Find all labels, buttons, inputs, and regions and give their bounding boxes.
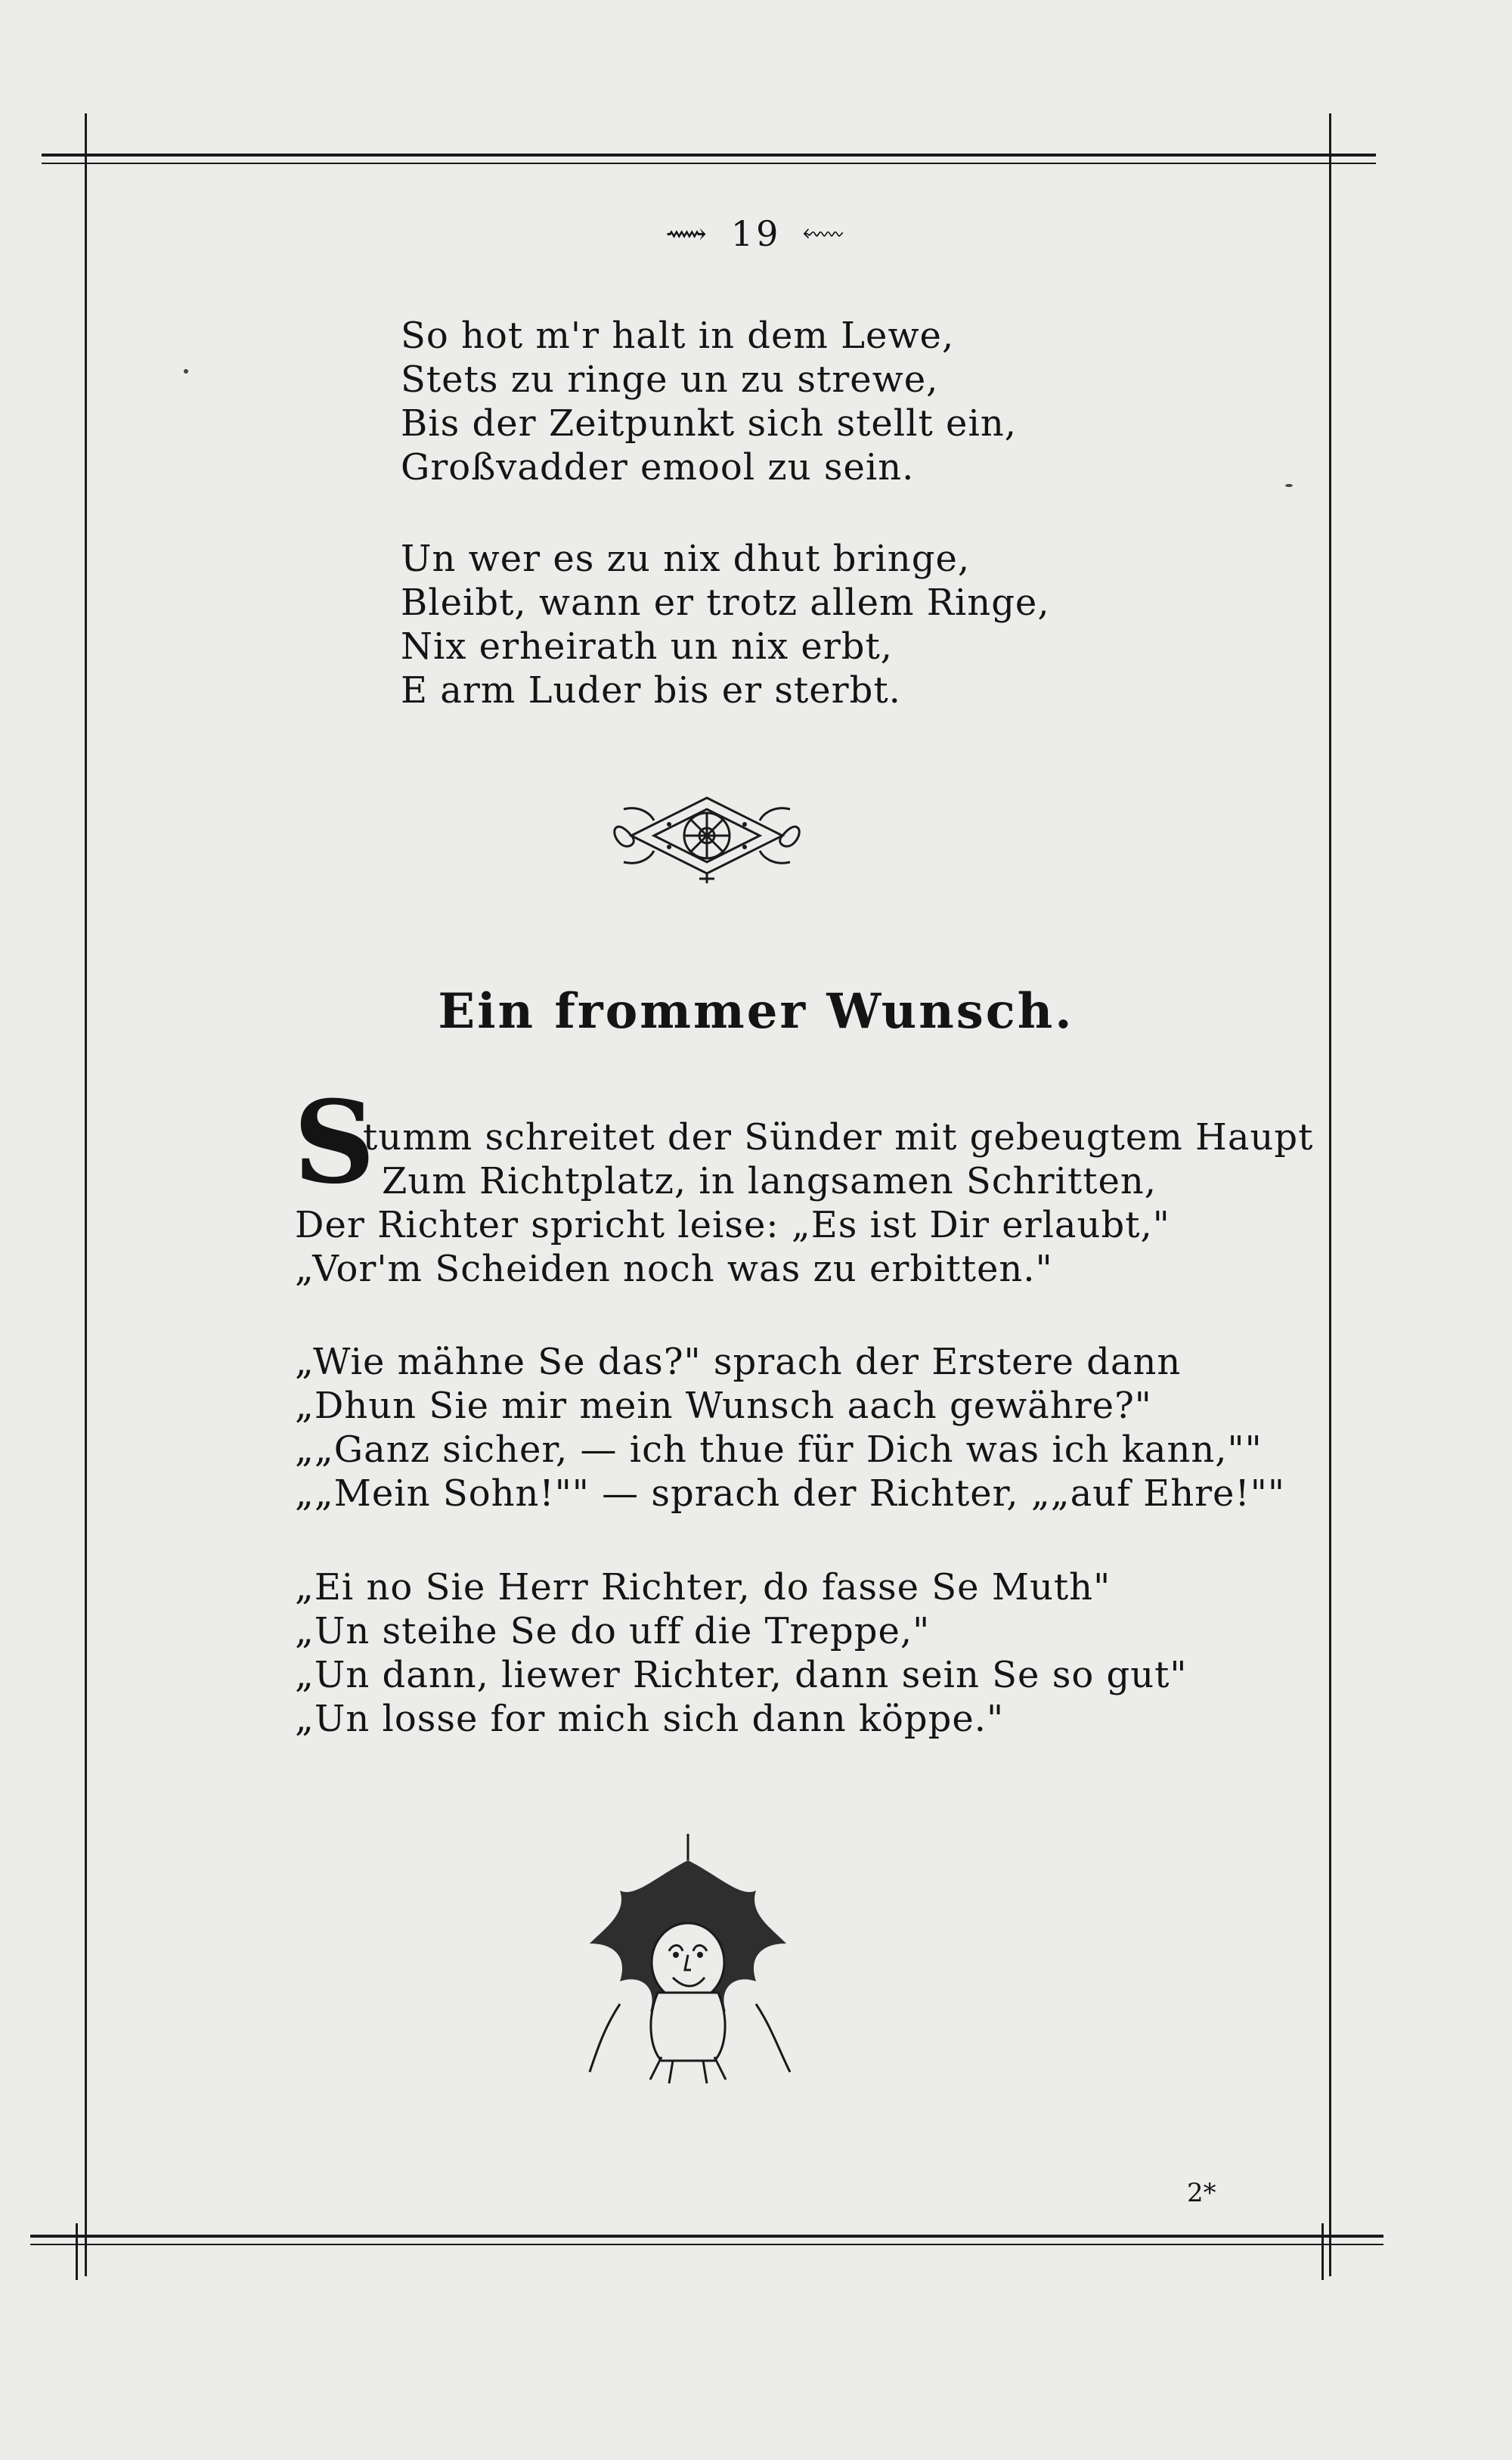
page-number: 19 xyxy=(730,213,782,254)
verse-line: „Un dann, liewer Richter, dann sein Se so gut" xyxy=(295,1654,1188,1696)
stanza-2 xyxy=(401,537,1050,712)
poem-stanza-3 xyxy=(295,1565,1188,1741)
top-rule xyxy=(42,154,1376,157)
verse-line: „Un steihe Se do uff die Treppe," xyxy=(295,1610,931,1652)
verse-line: „Wie mähne Se das?" sprach der Erstere dann xyxy=(295,1341,1182,1383)
imp-vignette-icon xyxy=(575,1830,801,2087)
bottom-right-tick xyxy=(1321,2223,1324,2280)
verse-line: Bis der Zeitpunkt sich stellt ein, xyxy=(401,402,1017,445)
speck xyxy=(184,369,188,374)
page-header xyxy=(0,213,1512,254)
verse-line: Großvadder emool zu sein. xyxy=(401,446,915,489)
verse-line: So hot m'r halt in dem Lewe, xyxy=(401,315,955,357)
left-arrow-ornament-icon: ⟿ xyxy=(665,217,710,250)
poem-stanza-2 xyxy=(295,1340,1285,1515)
verse-line: Zum Richtplatz, in langsamen Schritten, xyxy=(382,1160,1157,1202)
verse-line: „Un losse for mich sich dann köppe." xyxy=(295,1698,1005,1740)
verse-line: Stets zu ringe un zu strewe, xyxy=(401,358,939,401)
verse-line: „Dhun Sie mir mein Wunsch aach gewähre?" xyxy=(295,1385,1152,1427)
verse-line: Bleibt, wann er trotz allem Ringe, xyxy=(401,582,1050,624)
verse-line: E arm Luder bis er sterbt. xyxy=(401,669,901,712)
verse-line: Nix erheirath un nix erbt, xyxy=(401,625,894,668)
bottom-rule xyxy=(30,2235,1383,2238)
bottom-left-tick xyxy=(76,2223,78,2280)
verse-line: Un wer es zu nix dhut bringe, xyxy=(401,538,971,580)
speck xyxy=(1285,484,1293,487)
bottom-rule-inner xyxy=(30,2244,1383,2245)
right-arrow-ornament-icon: ⬳ xyxy=(802,216,847,250)
verse-line: „Vor'm Scheiden noch was zu erbitten." xyxy=(295,1248,1053,1290)
poem-title: Ein frommer Wunsch. xyxy=(438,983,1074,1040)
right-border xyxy=(1329,113,1331,2276)
floral-ornament-icon xyxy=(609,786,805,885)
dropcap: S xyxy=(293,1076,376,1209)
verse-line: Der Richter spricht leise: „Es ist Dir erlaubt," xyxy=(295,1204,1170,1246)
verse-line: tumm schreitet der Sünder mit gebeugtem Haupt xyxy=(363,1116,1314,1159)
poem-stanza-1 xyxy=(295,1115,1313,1291)
verse-line: „„Ganz sicher, — ich thue für Dich was ich kann,"" xyxy=(295,1429,1263,1471)
top-rule-inner xyxy=(42,163,1376,164)
verse-line: „„Mein Sohn!"" — sprach der Richter, „„auf Ehre!"" xyxy=(295,1472,1285,1515)
left-border xyxy=(85,113,87,2276)
stanza-1 xyxy=(401,314,1017,489)
signature-mark: 2* xyxy=(1187,2178,1216,2208)
verse-line: „Ei no Sie Herr Richter, do fasse Se Muth" xyxy=(295,1566,1111,1608)
